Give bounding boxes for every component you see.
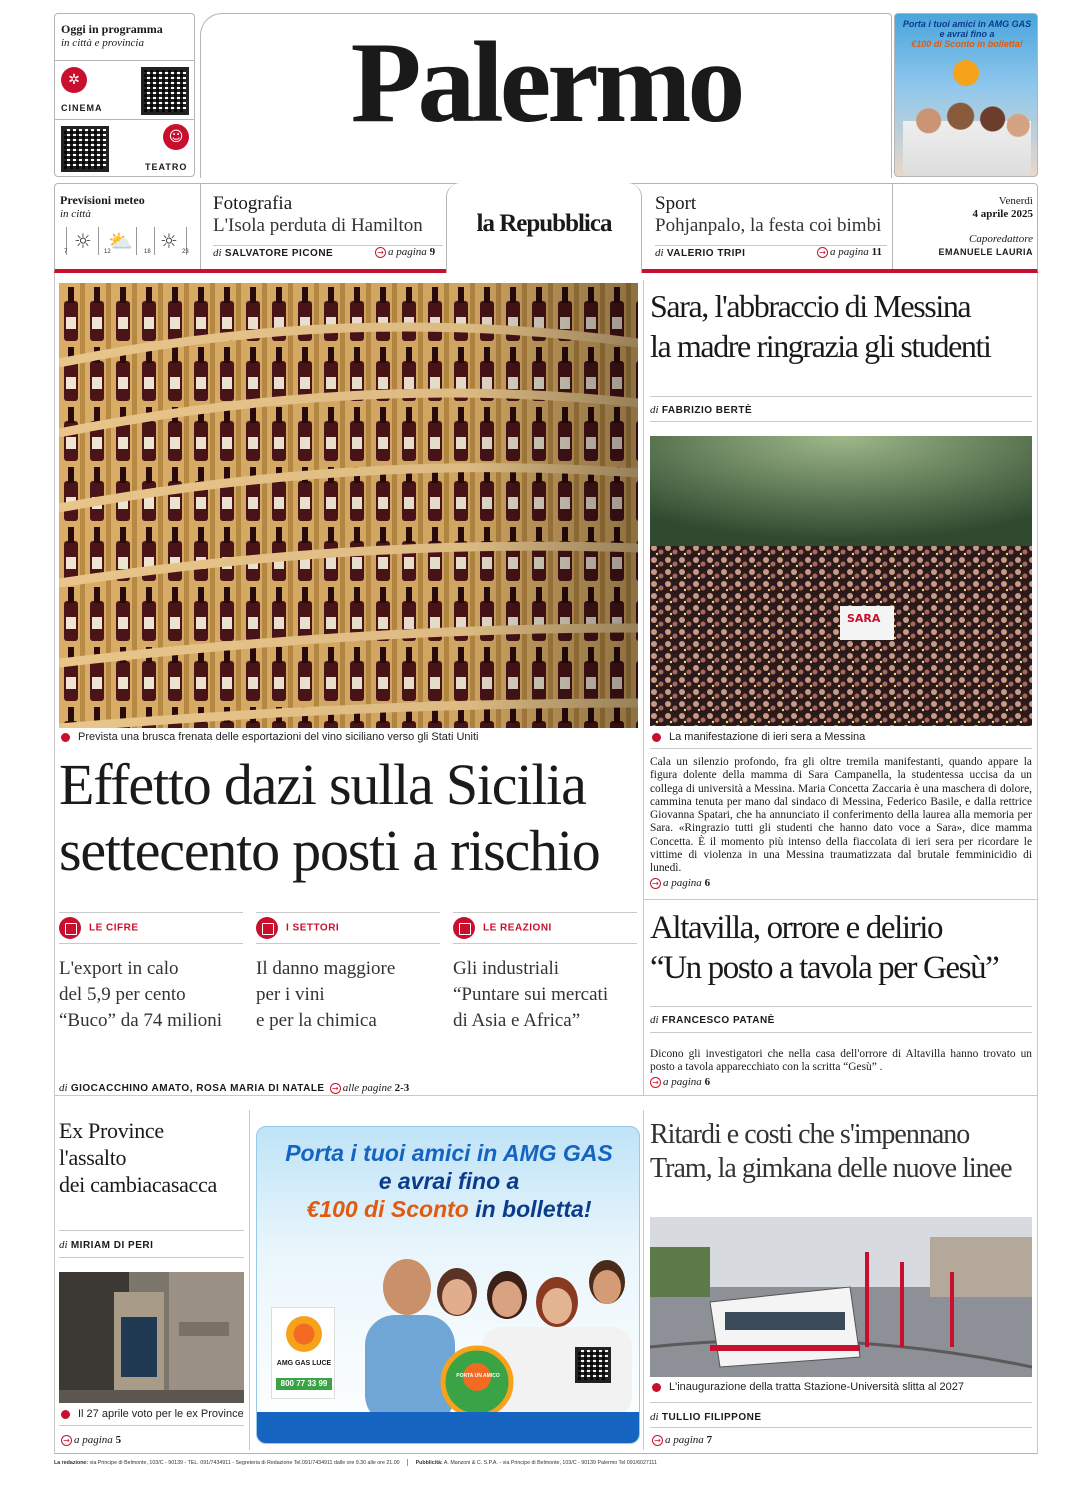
tram-headline-line1[interactable]: Ritardi e costi che s'impennano	[650, 1119, 970, 1150]
caption-bullet-icon	[61, 1410, 70, 1419]
meteo-hour: 7	[64, 249, 68, 255]
programma-subtitle: in città e provincia	[61, 37, 144, 49]
programma-title: Oggi in programma	[61, 22, 163, 36]
top-ad-people-image	[903, 84, 1031, 176]
section-line: di Asia e Africa”	[453, 1010, 581, 1031]
sara-sign-text: SARA	[847, 612, 881, 625]
teatro-qr-icon[interactable]	[61, 126, 109, 172]
lead-pageref[interactable]: → alle pagine 2-3	[330, 1082, 410, 1094]
masthead-title[interactable]: Palermo	[350, 19, 742, 147]
teaser-fotografia-byline: di SALVATORE PICONE	[213, 247, 334, 259]
lead-section-cifre[interactable]	[59, 912, 243, 1034]
tram-caption: L'inaugurazione della tratta Stazione-Università slitta al 2027	[652, 1381, 964, 1393]
teatro-icon: ☺	[163, 124, 189, 150]
tram-pageref[interactable]: → a pagina 7	[652, 1434, 712, 1446]
lead-byline: di GIOCACCHINO AMATO, ROSA MARIA DI NATALE	[59, 1082, 325, 1094]
lead-byline-row	[59, 1076, 409, 1095]
tram-byline: di TULLIO FILIPPONE	[650, 1411, 762, 1423]
meteo-hour: 12	[104, 249, 111, 255]
tram-photo[interactable]	[650, 1217, 1032, 1377]
top-ad-sun-icon	[953, 60, 979, 86]
province-headline-line3[interactable]: dei cambiacasacca	[59, 1172, 217, 1197]
teaser-sport-pageref[interactable]: → a pagina 11	[817, 246, 882, 258]
partly-cloudy-icon: ⛅	[108, 229, 133, 253]
wine-photo[interactable]	[59, 283, 638, 728]
messina-photo[interactable]	[650, 436, 1032, 726]
top-ad-line2: e avrai fino a	[939, 29, 995, 39]
ad-badge: PORTA UN AMICO	[456, 1373, 500, 1379]
sun-icon: ☼	[74, 229, 92, 253]
section-line: “Buco” da 74 milioni	[59, 1010, 223, 1031]
crowd-image	[650, 436, 1032, 726]
meteo-subtitle: in città	[60, 208, 91, 220]
document-icon	[453, 917, 475, 939]
section-line: Il danno maggiore	[256, 958, 396, 979]
sara-headline[interactable]	[650, 286, 1036, 366]
province-caption: Il 27 aprile voto per le ex Province	[61, 1408, 244, 1420]
ad-qr-icon[interactable]	[575, 1347, 611, 1383]
section-line: L'export in calo	[59, 958, 179, 979]
tram-image	[650, 1217, 1032, 1377]
top-ad[interactable]	[894, 13, 1038, 177]
date-box	[893, 183, 1033, 269]
altavilla-headline[interactable]	[650, 908, 1036, 988]
teaser-fotografia-kicker: Fotografia	[213, 193, 293, 214]
ad-line1: Porta i tuoi amici in AMG GAS	[285, 1140, 613, 1166]
date-day: Venerdì	[998, 195, 1033, 207]
lead-headline-line1[interactable]: Effetto dazi sulla Sicilia	[59, 752, 586, 817]
amg-brand: AMG GAS LUCE	[276, 1360, 332, 1367]
province-photo[interactable]	[59, 1272, 244, 1403]
lead-section-settori[interactable]	[256, 912, 440, 1034]
section-label: I SETTORI	[286, 922, 340, 934]
cinema-label[interactable]: CINEMA	[61, 103, 103, 113]
altavilla-headline-line1[interactable]: Altavilla, orrore e delirio	[650, 910, 943, 946]
caption-bullet-icon	[61, 733, 70, 742]
teaser-sport-kicker: Sport	[655, 193, 697, 214]
section-line: e per la chimica	[256, 1010, 377, 1031]
sara-byline: di FABRIZIO BERTÈ	[650, 404, 753, 416]
footer-right-text: A. Manzoni & C. S.P.A. - via Principe di Belmonte, 103/C - 90139 Palermo Tel 091/6027111	[443, 1459, 657, 1466]
messina-caption: La manifestazione di ieri sera a Messina	[652, 731, 865, 743]
amg-phone[interactable]: 800 77 33 99	[276, 1378, 332, 1390]
section-line: “Puntare sui mercati	[453, 984, 609, 1005]
footer	[54, 1459, 1038, 1466]
repubblica-logo[interactable]: la Repubblica	[476, 210, 612, 237]
sara-pageref[interactable]: → a pagina 6	[650, 877, 710, 889]
meteo-hour: 18	[144, 249, 151, 255]
tram-headline[interactable]	[650, 1118, 1036, 1186]
province-headline-line1[interactable]: Ex Province	[59, 1118, 164, 1143]
teaser-sport[interactable]	[649, 183, 889, 269]
caption-bullet-icon	[652, 733, 661, 742]
meteo-title: Previsioni meteo	[60, 193, 145, 207]
province-headline-line2[interactable]: l'assalto	[59, 1145, 127, 1170]
teaser-fotografia[interactable]	[207, 183, 444, 269]
palazzo-image	[59, 1272, 244, 1403]
section-label: LE CIFRE	[89, 922, 139, 934]
lead-headline[interactable]	[59, 752, 643, 884]
editor-role: Caporedattore	[969, 233, 1033, 245]
province-byline: di MIRIAM DI PERI	[59, 1239, 154, 1251]
top-ad-line1: Porta i tuoi amici in AMG GAS	[902, 19, 1032, 29]
amg-ad[interactable]	[256, 1126, 640, 1444]
altavilla-body: Dicono gli investigatori che nella casa dell'orrore di Altavilla hanno trovato un posto a tavola apparecchiato con la scritta “Gesù” .	[650, 1048, 1032, 1074]
cinema-qr-icon[interactable]	[141, 67, 189, 115]
teaser-fotografia-headline[interactable]: L'Isola perduta di Hamilton	[213, 215, 423, 236]
sara-body: Cala un silenzio profondo, fra gli oltre tremila manifestanti, quando appare la figura dolente della mamma di Sara Campanella, la studentessa uccisa da un collega di università a Messina. Maria Concetta Zaccaria è una maschera di dolore, cammina tenuta per mano dal sindaco di Messina, Federico Basile, e dalla rettrice Giovanna Spatari, che ha annunciato il conferimento della laurea alla memoria per Sara. «Ringrazio tutti gli studenti che hanno dato voce a Sara», dice mamma Concetta. È il momento più intenso della fiaccolata di ieri sera per ricordare le vittime di violenza in una Messina traumatizzata dal brutale femminicidio di lunedì.	[650, 756, 1032, 875]
province-pageref[interactable]: → a pagina 5	[61, 1434, 121, 1446]
editor-name: EMANUELE LAURIA	[938, 247, 1033, 257]
altavilla-pageref[interactable]: → a pagina 6	[650, 1076, 710, 1088]
meteo-hour: 23	[182, 249, 189, 255]
section-line: del 5,9 per cento	[59, 984, 186, 1005]
lead-headline-line2[interactable]: settecento posti a rischio	[59, 818, 600, 883]
footer-right-label: Pubblicità:	[415, 1459, 443, 1466]
sun-icon: ☼	[160, 229, 178, 253]
footer-left-text: via Principe di Belmonte, 103/C - 90139 - TEL. 091/7434911 - Segreteria di Redazione Tel.091/7434911 dalle ore 9.30 alle ore 21.00	[89, 1459, 400, 1466]
tram-headline-line2[interactable]: Tram, la gimkana delle nuove linee	[650, 1153, 1012, 1184]
teaser-sport-headline[interactable]: Pohjanpalo, la festa coi bimbi	[655, 215, 882, 236]
programma-box	[54, 13, 195, 177]
document-icon	[59, 917, 81, 939]
caption-bullet-icon	[652, 1383, 661, 1392]
altavilla-byline: di FRANCESCO PATANÈ	[650, 1014, 775, 1026]
cinema-icon: ✲	[61, 67, 87, 93]
document-icon	[256, 917, 278, 939]
section-label: LE REAZIONI	[483, 922, 552, 934]
altavilla-headline-line2[interactable]: “Un posto a tavola per Gesù”	[650, 950, 999, 986]
lead-section-reazioni[interactable]	[453, 912, 637, 1034]
ad-line3a: €100 di Sconto	[306, 1196, 469, 1222]
footer-left-label: La redazione:	[54, 1459, 89, 1466]
date-full: 4 aprile 2025	[972, 208, 1033, 220]
teaser-sport-byline: di VALERIO TRIPI	[655, 247, 746, 259]
top-ad-line3: €100 di Sconto in bolletta!	[911, 39, 1023, 49]
sara-headline-line1[interactable]: Sara, l'abbraccio di Messina	[650, 288, 971, 324]
wine-caption: Prevista una brusca frenata delle esportazioni del vino siciliano verso gli Stati Uniti	[61, 731, 479, 743]
section-line: per i vini	[256, 984, 325, 1005]
ad-line2: e avrai fino a	[378, 1168, 520, 1194]
meteo-box	[54, 183, 195, 269]
province-headline[interactable]	[59, 1117, 245, 1198]
teatro-label[interactable]: TEATRO	[145, 162, 188, 172]
sara-headline-line2[interactable]: la madre ringrazia gli studenti	[650, 328, 991, 364]
teaser-fotografia-pageref[interactable]: → a pagina 9	[375, 246, 435, 258]
section-line: Gli industriali	[453, 958, 560, 979]
wine-shelves-image	[59, 283, 638, 728]
amg-sun-icon	[286, 1316, 322, 1352]
ad-line3b: in bolletta!	[475, 1196, 592, 1222]
